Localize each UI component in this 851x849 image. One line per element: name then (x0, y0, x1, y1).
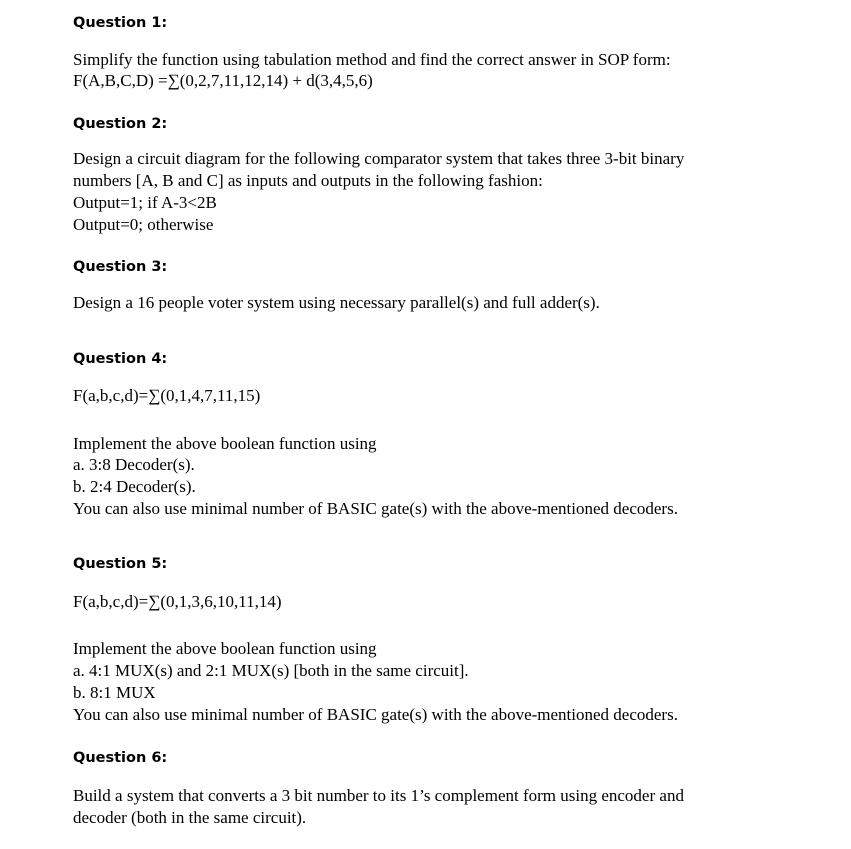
question-3-text-line: Design a 16 people voter system using necessary parallel(s) and full adder(s). (73, 293, 600, 312)
question-4-title: Question 4: (73, 351, 168, 367)
question-1-function: F(A,B,C,D) =∑(0,2,7,11,12,14) + d(3,4,5,6) (73, 71, 373, 90)
question-5-part-a: a. 4:1 MUX(s) and 2:1 MUX(s) [both in the same circuit]. (73, 661, 469, 680)
question-4-text-line: Implement the above boolean function using (73, 434, 377, 453)
question-5-text-line: Implement the above boolean function using (73, 639, 377, 658)
question-5-note: You can also use minimal number of BASIC gate(s) with the above-mentioned decoders. (73, 705, 678, 724)
question-4-part-a: a. 3:8 Decoder(s). (73, 455, 195, 474)
question-2-text-line: Design a circuit diagram for the following comparator system that takes three 3-bit binary (73, 149, 685, 168)
question-6-text-line: Build a system that converts a 3 bit number to its 1’s complement form using encoder and (73, 786, 684, 805)
question-1-title: Question 1: (73, 15, 168, 31)
question-5-part-b: b. 8:1 MUX (73, 683, 156, 702)
question-3-title: Question 3: (73, 259, 168, 275)
question-5-function: F(a,b,c,d)=∑(0,1,3,6,10,11,14) (73, 592, 282, 611)
question-2-text-line: numbers [A, B and C] as inputs and outputs in the following fashion: (73, 171, 543, 190)
question-6-title: Question 6: (73, 750, 168, 766)
question-5-title: Question 5: (73, 556, 168, 572)
question-2-output-condition: Output=1; if A-3<2B (73, 193, 217, 212)
question-2-title: Question 2: (73, 116, 168, 132)
question-6-text-line: decoder (both in the same circuit). (73, 808, 307, 827)
question-1-text-line: Simplify the function using tabulation method and find the correct answer in SOP form: (73, 50, 671, 69)
question-2-output-otherwise: Output=0; otherwise (73, 215, 214, 234)
question-4-part-b: b. 2:4 Decoder(s). (73, 477, 196, 496)
question-4-function: F(a,b,c,d)=∑(0,1,4,7,11,15) (73, 386, 261, 405)
question-4-note: You can also use minimal number of BASIC gate(s) with the above-mentioned decoders. (73, 499, 678, 518)
